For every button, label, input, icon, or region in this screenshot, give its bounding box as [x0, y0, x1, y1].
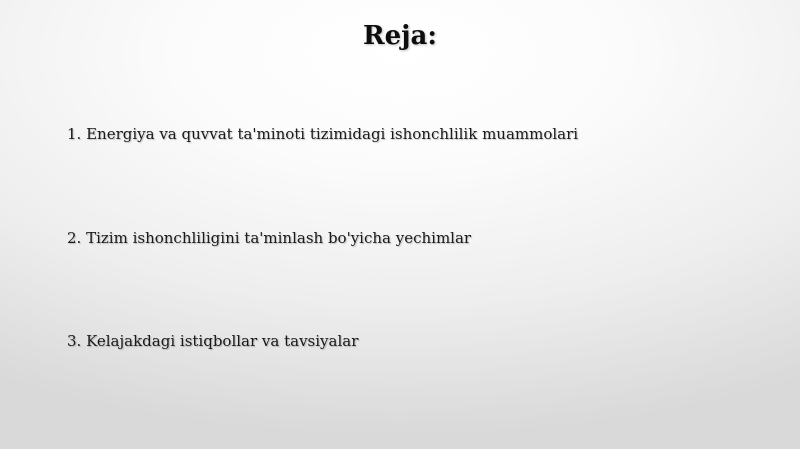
agenda-item-3: 3. Kelajakdagi istiqbollar va tavsiyalar [67, 332, 359, 350]
agenda-item-1: 1. Energiya va quvvat ta'minoti tizimidagi ishonchlilik muammolari [67, 125, 579, 143]
slide-title: Reja: [362, 21, 437, 51]
agenda-item-2: 2. Tizim ishonchliligini ta'minlash bo'yicha yechimlar [67, 229, 472, 247]
